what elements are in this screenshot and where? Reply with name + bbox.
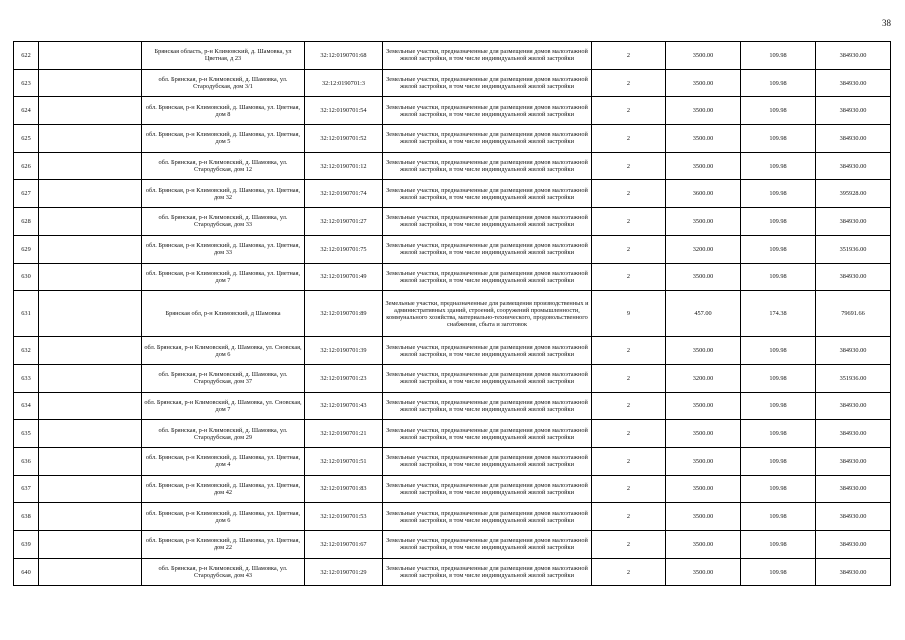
row-number-cell: 630	[14, 263, 39, 291]
blank-cell	[39, 337, 142, 365]
address-cell: обл. Брянская, р-н Климовский, д. Шамовка, ул. Стародубская, дом 43	[142, 558, 305, 586]
blank-cell	[39, 447, 142, 475]
row-number-cell: 636	[14, 447, 39, 475]
group-cell: 2	[592, 420, 666, 448]
land-use-cell: Земельные участки, предназначенные для размещения домов малоэтажной жилой застройки, в том числе индивидуальной жилой застройки	[383, 558, 592, 586]
address-cell: обл. Брянская, р-н Климовский, д. Шамовка, ул. Цветная, дом 8	[142, 97, 305, 125]
row-number-cell: 634	[14, 392, 39, 420]
group-cell: 2	[592, 263, 666, 291]
row-number-cell: 635	[14, 420, 39, 448]
row-number-cell: 625	[14, 125, 39, 153]
land-use-cell: Земельные участки, предназначенные для размещения домов малоэтажной жилой застройки, в том числе индивидуальной жилой застройки	[383, 447, 592, 475]
cadastral-value-cell: 384930.00	[816, 125, 891, 153]
address-cell: Брянская обл, р-н Климовский, д Шамовка	[142, 291, 305, 337]
blank-cell	[39, 503, 142, 531]
area-cell: 3500.00	[666, 392, 741, 420]
blank-cell	[39, 475, 142, 503]
blank-cell	[39, 180, 142, 208]
cadastral-number-cell: 32:12:0190701:49	[305, 263, 383, 291]
table-row	[14, 235, 891, 263]
land-use-cell: Земельные участки, предназначенные для размещения производственных и административных зданий, строений, сооружений промышленности, коммунального хозяйства, материально-технического, продовольственного снабжения, сбыта и заготовок	[383, 291, 592, 337]
row-number-cell: 626	[14, 152, 39, 180]
land-use-cell: Земельные участки, предназначенные для размещения домов малоэтажной жилой застройки, в том числе индивидуальной жилой застройки	[383, 152, 592, 180]
cadastral-value-cell: 384930.00	[816, 392, 891, 420]
table-row	[14, 42, 891, 70]
address-cell: обл. Брянская, р-н Климовский, д. Шамовка, ул. Цветная, дом 22	[142, 531, 305, 559]
group-cell: 2	[592, 392, 666, 420]
cadastral-value-cell: 351936.00	[816, 364, 891, 392]
group-cell: 2	[592, 337, 666, 365]
land-use-cell: Земельные участки, предназначенные для размещения домов малоэтажной жилой застройки, в том числе индивидуальной жилой застройки	[383, 503, 592, 531]
blank-cell	[39, 420, 142, 448]
row-number-cell: 629	[14, 235, 39, 263]
table-row	[14, 475, 891, 503]
address-cell: обл. Брянская, р-н Климовский, д. Шамовка, ул. Цветная, дом 6	[142, 503, 305, 531]
table-row	[14, 392, 891, 420]
blank-cell	[39, 531, 142, 559]
land-use-cell: Земельные участки, предназначенные для размещения домов малоэтажной жилой застройки, в том числе индивидуальной жилой застройки	[383, 97, 592, 125]
group-cell: 9	[592, 291, 666, 337]
row-number-cell: 639	[14, 531, 39, 559]
table-row	[14, 125, 891, 153]
table-row	[14, 531, 891, 559]
specific-value-cell: 109.98	[741, 503, 816, 531]
land-use-cell: Земельные участки, предназначенные для размещения домов малоэтажной жилой застройки, в том числе индивидуальной жилой застройки	[383, 392, 592, 420]
group-cell: 2	[592, 475, 666, 503]
cadastral-value-cell: 384930.00	[816, 475, 891, 503]
specific-value-cell: 109.98	[741, 208, 816, 236]
area-cell: 3500.00	[666, 420, 741, 448]
registry-sheet	[13, 41, 891, 586]
specific-value-cell: 109.98	[741, 420, 816, 448]
specific-value-cell: 109.98	[741, 125, 816, 153]
cadastral-value-cell: 384930.00	[816, 337, 891, 365]
table-row	[14, 447, 891, 475]
blank-cell	[39, 235, 142, 263]
land-use-cell: Земельные участки, предназначенные для размещения домов малоэтажной жилой застройки, в том числе индивидуальной жилой застройки	[383, 337, 592, 365]
cadastral-number-cell: 32:12:0190701:75	[305, 235, 383, 263]
cadastral-value-cell: 384930.00	[816, 447, 891, 475]
specific-value-cell: 109.98	[741, 180, 816, 208]
cadastral-value-cell: 384930.00	[816, 263, 891, 291]
group-cell: 2	[592, 42, 666, 70]
group-cell: 2	[592, 97, 666, 125]
cadastral-number-cell: 32:12:0190701:89	[305, 291, 383, 337]
cadastral-value-cell: 384930.00	[816, 69, 891, 97]
area-cell: 3600.00	[666, 180, 741, 208]
blank-cell	[39, 97, 142, 125]
address-cell: обл. Брянская, р-н Климовский, д. Шамовка, ул. Цветная, дом 33	[142, 235, 305, 263]
specific-value-cell: 109.98	[741, 152, 816, 180]
group-cell: 2	[592, 531, 666, 559]
land-use-cell: Земельные участки, предназначенные для размещения домов малоэтажной жилой застройки, в том числе индивидуальной жилой застройки	[383, 125, 592, 153]
cadastral-value-table	[13, 41, 891, 586]
area-cell: 3500.00	[666, 42, 741, 70]
address-cell: обл. Брянская, р-н Климовский, д. Шамовка, ул. Сновская, дом 6	[142, 337, 305, 365]
area-cell: 3500.00	[666, 447, 741, 475]
group-cell: 2	[592, 69, 666, 97]
group-cell: 2	[592, 364, 666, 392]
table-row	[14, 152, 891, 180]
cadastral-number-cell: 32:12:0190701:39	[305, 337, 383, 365]
table-row	[14, 503, 891, 531]
cadastral-number-cell: 32:12:0190701:68	[305, 42, 383, 70]
address-cell: обл. Брянская, р-н Климовский, д. Шамовка, ул. Стародубская, дом 37	[142, 364, 305, 392]
specific-value-cell: 109.98	[741, 97, 816, 125]
blank-cell	[39, 392, 142, 420]
table-row	[14, 420, 891, 448]
area-cell: 3500.00	[666, 69, 741, 97]
address-cell: обл. Брянская, р-н Климовский, д. Шамовка, ул. Цветная, дом 5	[142, 125, 305, 153]
table-row	[14, 97, 891, 125]
land-use-cell: Земельные участки, предназначенные для размещения домов малоэтажной жилой застройки, в том числе индивидуальной жилой застройки	[383, 208, 592, 236]
cadastral-number-cell: 32:12:0190701:51	[305, 447, 383, 475]
specific-value-cell: 109.98	[741, 558, 816, 586]
row-number-cell: 637	[14, 475, 39, 503]
cadastral-value-cell: 384930.00	[816, 558, 891, 586]
group-cell: 2	[592, 152, 666, 180]
table-row	[14, 364, 891, 392]
specific-value-cell: 109.98	[741, 447, 816, 475]
area-cell: 3500.00	[666, 97, 741, 125]
land-use-cell: Земельные участки, предназначенные для размещения домов малоэтажной жилой застройки, в том числе индивидуальной жилой застройки	[383, 531, 592, 559]
cadastral-value-cell: 384930.00	[816, 503, 891, 531]
group-cell: 2	[592, 208, 666, 236]
row-number-cell: 638	[14, 503, 39, 531]
blank-cell	[39, 42, 142, 70]
row-number-cell: 624	[14, 97, 39, 125]
land-use-cell: Земельные участки, предназначенные для размещения домов малоэтажной жилой застройки, в том числе индивидуальной жилой застройки	[383, 420, 592, 448]
address-cell: обл. Брянская, р-н Климовский, д. Шамовка, ул. Сновская, дом 7	[142, 392, 305, 420]
group-cell: 2	[592, 503, 666, 531]
blank-cell	[39, 558, 142, 586]
cadastral-number-cell: 32:12:0190701:74	[305, 180, 383, 208]
row-number-cell: 631	[14, 291, 39, 337]
group-cell: 2	[592, 180, 666, 208]
address-cell: обл. Брянская, р-н Климовский, д. Шамовка, ул. Стародубская, дом 3/1	[142, 69, 305, 97]
cadastral-value-cell: 395928.00	[816, 180, 891, 208]
area-cell: 3500.00	[666, 337, 741, 365]
address-cell: обл. Брянская, р-н Климовский, д. Шамовка, ул. Стародубская, дом 29	[142, 420, 305, 448]
cadastral-value-cell: 384930.00	[816, 42, 891, 70]
specific-value-cell: 174.38	[741, 291, 816, 337]
area-cell: 3500.00	[666, 558, 741, 586]
table-row	[14, 558, 891, 586]
row-number-cell: 622	[14, 42, 39, 70]
cadastral-number-cell: 32:12:0190701:67	[305, 531, 383, 559]
area-cell: 3500.00	[666, 503, 741, 531]
row-number-cell: 640	[14, 558, 39, 586]
table-row	[14, 208, 891, 236]
land-use-cell: Земельные участки, предназначенные для размещения домов малоэтажной жилой застройки, в том числе индивидуальной жилой застройки	[383, 263, 592, 291]
blank-cell	[39, 291, 142, 337]
table-body	[14, 42, 891, 586]
blank-cell	[39, 364, 142, 392]
address-cell: Брянская область, р-н Климовский, д. Шамовка, ул Цветная, д 23	[142, 42, 305, 70]
page-number: 38	[882, 18, 891, 28]
specific-value-cell: 109.98	[741, 475, 816, 503]
cadastral-value-cell: 384930.00	[816, 208, 891, 236]
cadastral-number-cell: 32:12:0190701:3	[305, 69, 383, 97]
cadastral-value-cell: 384930.00	[816, 420, 891, 448]
specific-value-cell: 109.98	[741, 364, 816, 392]
group-cell: 2	[592, 125, 666, 153]
cadastral-value-cell: 384930.00	[816, 531, 891, 559]
specific-value-cell: 109.98	[741, 263, 816, 291]
blank-cell	[39, 152, 142, 180]
cadastral-value-cell: 351936.00	[816, 235, 891, 263]
cadastral-number-cell: 32:12:0190701:54	[305, 97, 383, 125]
table-row	[14, 180, 891, 208]
land-use-cell: Земельные участки, предназначенные для размещения домов малоэтажной жилой застройки, в том числе индивидуальной жилой застройки	[383, 180, 592, 208]
table-row	[14, 69, 891, 97]
address-cell: обл. Брянская, р-н Климовский, д. Шамовка, ул. Цветная, дом 4	[142, 447, 305, 475]
address-cell: обл. Брянская, р-н Климовский, д. Шамовка, ул. Цветная, дом 7	[142, 263, 305, 291]
area-cell: 3500.00	[666, 125, 741, 153]
cadastral-number-cell: 32:12:0190701:12	[305, 152, 383, 180]
area-cell: 3500.00	[666, 531, 741, 559]
cadastral-number-cell: 32:12:0190701:83	[305, 475, 383, 503]
area-cell: 3200.00	[666, 235, 741, 263]
address-cell: обл. Брянская, р-н Климовский, д. Шамовка, ул. Цветная, дом 42	[142, 475, 305, 503]
group-cell: 2	[592, 558, 666, 586]
area-cell: 3500.00	[666, 263, 741, 291]
row-number-cell: 623	[14, 69, 39, 97]
specific-value-cell: 109.98	[741, 337, 816, 365]
specific-value-cell: 109.98	[741, 392, 816, 420]
area-cell: 3500.00	[666, 208, 741, 236]
area-cell: 3500.00	[666, 152, 741, 180]
area-cell: 3500.00	[666, 475, 741, 503]
blank-cell	[39, 125, 142, 153]
specific-value-cell: 109.98	[741, 42, 816, 70]
row-number-cell: 628	[14, 208, 39, 236]
specific-value-cell: 109.98	[741, 69, 816, 97]
row-number-cell: 627	[14, 180, 39, 208]
specific-value-cell: 109.98	[741, 235, 816, 263]
land-use-cell: Земельные участки, предназначенные для размещения домов малоэтажной жилой застройки, в том числе индивидуальной жилой застройки	[383, 42, 592, 70]
cadastral-number-cell: 32:12:0190701:29	[305, 558, 383, 586]
cadastral-number-cell: 32:12:0190701:21	[305, 420, 383, 448]
row-number-cell: 633	[14, 364, 39, 392]
table-row	[14, 263, 891, 291]
address-cell: обл. Брянская, р-н Климовский, д. Шамовка, ул. Стародубская, дом 12	[142, 152, 305, 180]
group-cell: 2	[592, 447, 666, 475]
cadastral-number-cell: 32:12:0190701:23	[305, 364, 383, 392]
land-use-cell: Земельные участки, предназначенные для размещения домов малоэтажной жилой застройки, в том числе индивидуальной жилой застройки	[383, 364, 592, 392]
blank-cell	[39, 208, 142, 236]
cadastral-value-cell: 384930.00	[816, 97, 891, 125]
table-row	[14, 337, 891, 365]
row-number-cell: 632	[14, 337, 39, 365]
cadastral-number-cell: 32:12:0190701:52	[305, 125, 383, 153]
specific-value-cell: 109.98	[741, 531, 816, 559]
address-cell: обл. Брянская, р-н Климовский, д. Шамовка, ул. Цветная, дом 32	[142, 180, 305, 208]
land-use-cell: Земельные участки, предназначенные для размещения домов малоэтажной жилой застройки, в том числе индивидуальной жилой застройки	[383, 69, 592, 97]
cadastral-number-cell: 32:12:0190701:53	[305, 503, 383, 531]
group-cell: 2	[592, 235, 666, 263]
land-use-cell: Земельные участки, предназначенные для размещения домов малоэтажной жилой застройки, в том числе индивидуальной жилой застройки	[383, 475, 592, 503]
cadastral-number-cell: 32:12:0190701:27	[305, 208, 383, 236]
cadastral-value-cell: 384930.00	[816, 152, 891, 180]
blank-cell	[39, 69, 142, 97]
area-cell: 457.00	[666, 291, 741, 337]
cadastral-number-cell: 32:12:0190701:43	[305, 392, 383, 420]
cadastral-value-cell: 79691.66	[816, 291, 891, 337]
table-row	[14, 291, 891, 337]
land-use-cell: Земельные участки, предназначенные для размещения домов малоэтажной жилой застройки, в том числе индивидуальной жилой застройки	[383, 235, 592, 263]
address-cell: обл. Брянская, р-н Климовский, д. Шамовка, ул. Стародубская, дом 33	[142, 208, 305, 236]
blank-cell	[39, 263, 142, 291]
area-cell: 3200.00	[666, 364, 741, 392]
